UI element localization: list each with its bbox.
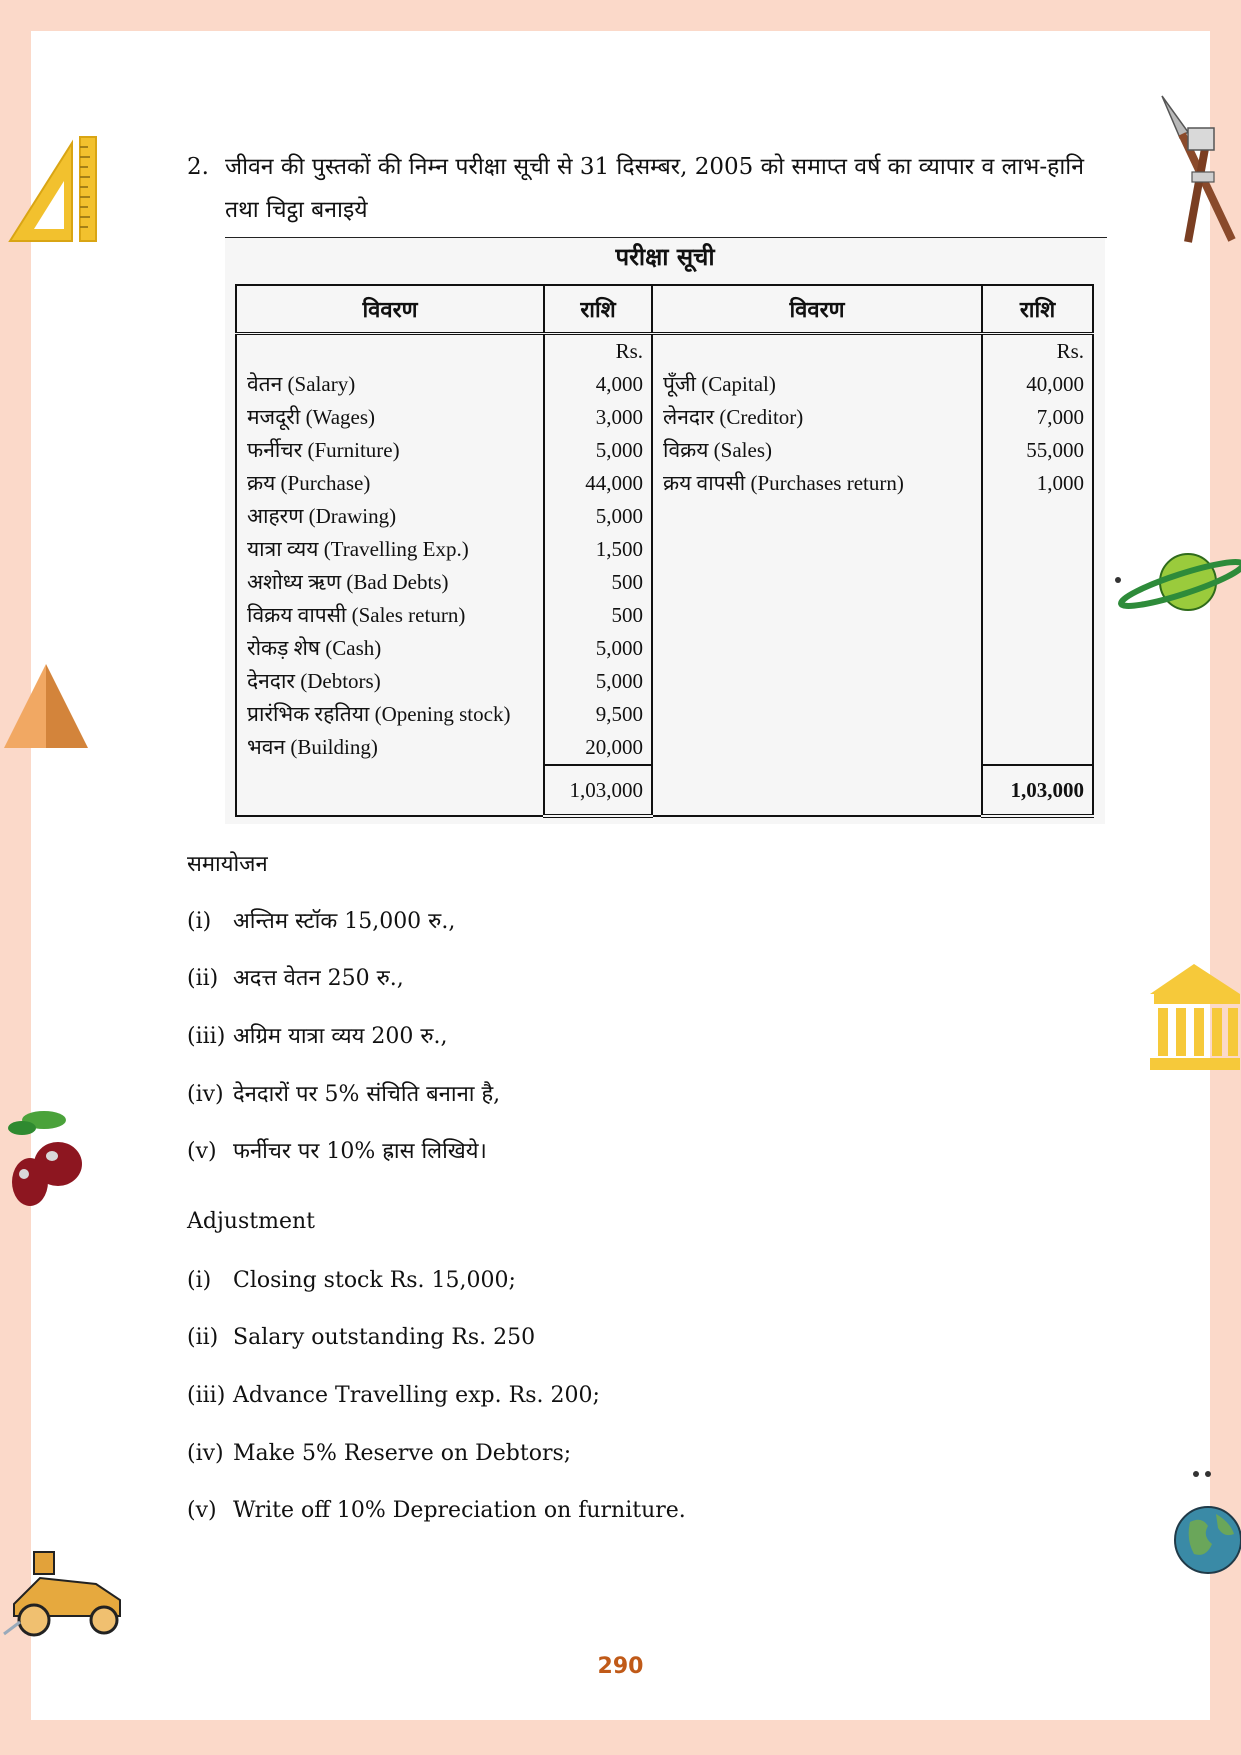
hindi-adjustment-item: (iv) देनदारों पर 5% संचिति बनाना है, bbox=[187, 1082, 501, 1107]
credit-particulars-column bbox=[652, 334, 982, 766]
debit-amount: 9,500 bbox=[595, 702, 643, 726]
temple-icon bbox=[1148, 960, 1241, 1072]
total-credit: 1,03,000 bbox=[982, 765, 1093, 816]
debit-item: क्रय (Purchase) bbox=[247, 471, 371, 495]
header-particulars-debit: विवरण bbox=[236, 285, 544, 334]
debit-item: वेतन (Salary) bbox=[247, 372, 356, 396]
debit-item: फर्नीचर (Furniture) bbox=[247, 438, 400, 462]
hindi-adjustment-item: (ii) अदत्त वेतन 250 रु., bbox=[187, 966, 404, 991]
debit-amount: 5,000 bbox=[595, 636, 643, 660]
credit-item: क्रय वापसी (Purchases return) bbox=[663, 471, 904, 495]
debit-amount: 44,000 bbox=[585, 471, 643, 495]
debit-particulars-column bbox=[236, 334, 544, 766]
cherries-icon bbox=[4, 1106, 88, 1210]
debit-amount: 1,500 bbox=[595, 537, 643, 561]
hindi-adjustment-item: (i) अन्तिम स्टॉक 15,000 रु., bbox=[187, 909, 456, 934]
debit-item: मजदूरी (Wages) bbox=[247, 405, 376, 429]
total-debit: 1,03,000 bbox=[544, 765, 652, 816]
credit-amount: 55,000 bbox=[1026, 438, 1084, 462]
debit-item: अशोध्य ऋण (Bad Debts) bbox=[247, 570, 449, 594]
english-adjustment-item: (iv) Make 5% Reserve on Debtors; bbox=[187, 1441, 572, 1466]
debit-amount: 3,000 bbox=[595, 405, 643, 429]
credit-amount: 1,000 bbox=[1036, 471, 1084, 495]
credit-amount-column bbox=[982, 334, 1093, 766]
debit-amount: 5,000 bbox=[595, 669, 643, 693]
question-number: 2. bbox=[187, 154, 209, 180]
trial-balance-table bbox=[235, 284, 1094, 818]
header-amount-credit: राशि bbox=[982, 285, 1093, 334]
credit-item: लेनदार (Creditor) bbox=[663, 405, 804, 429]
debit-item: भवन (Building) bbox=[247, 735, 378, 759]
credit-amount: 40,000 bbox=[1026, 372, 1084, 396]
debit-amount-column bbox=[544, 334, 652, 766]
debit-item: देनदार (Debtors) bbox=[247, 669, 381, 693]
credit-amount: 7,000 bbox=[1036, 405, 1084, 429]
english-adjustment-item: (i) Closing stock Rs. 15,000; bbox=[187, 1268, 516, 1293]
hindi-adjustment-item: (v) फर्नीचर पर 10% ह्रास लिखिये। bbox=[187, 1139, 487, 1164]
hindi-adjustments-heading: समायोजन bbox=[187, 852, 268, 877]
header-particulars-credit: विवरण bbox=[652, 285, 982, 334]
header-amount-debit: राशि bbox=[544, 285, 652, 334]
tools-icon bbox=[1158, 92, 1238, 244]
trial-balance-title: परीक्षा सूची bbox=[615, 242, 715, 271]
debit-item: विक्रय वापसी (Sales return) bbox=[247, 603, 466, 627]
pyramid-icon bbox=[2, 662, 90, 750]
unit-label: Rs. bbox=[615, 339, 643, 363]
debit-item: रोकड़ शेष (Cash) bbox=[247, 636, 382, 660]
debit-item: प्रारंभिक रहतिया (Opening stock) bbox=[247, 702, 511, 726]
vintage-car-icon bbox=[0, 1544, 130, 1644]
credit-item: पूँजी (Capital) bbox=[663, 372, 776, 396]
unit-label: Rs. bbox=[1056, 339, 1084, 363]
question-text: जीवन की पुस्तकों की निम्न परीक्षा सूची से 31 दिसम्बर, 2005 को समाप्त वर्ष का व्यापार व लाभ-हानि तथा चिट्ठा बनाइये bbox=[225, 154, 1085, 223]
debit-amount: 500 bbox=[611, 570, 643, 594]
globe-icon bbox=[1172, 1466, 1241, 1576]
debit-item: यात्रा व्यय (Travelling Exp.) bbox=[247, 537, 469, 561]
debit-amount: 20,000 bbox=[585, 735, 643, 759]
debit-item: आहरण (Drawing) bbox=[247, 504, 397, 528]
set-square-ruler-icon bbox=[6, 133, 102, 243]
planet-icon bbox=[1110, 548, 1241, 618]
english-adjustments-heading: Adjustment bbox=[187, 1209, 315, 1234]
debit-amount: 500 bbox=[611, 603, 643, 627]
credit-item: विक्रय (Sales) bbox=[663, 438, 772, 462]
english-adjustment-item: (v) Write off 10% Depreciation on furniture. bbox=[187, 1498, 686, 1523]
debit-amount: 5,000 bbox=[595, 438, 643, 462]
english-adjustment-item: (iii) Advance Travelling exp. Rs. 200; bbox=[187, 1383, 600, 1408]
english-adjustment-item: (ii) Salary outstanding Rs. 250 bbox=[187, 1325, 536, 1350]
page-number: 290 bbox=[597, 1654, 644, 1679]
debit-amount: 5,000 bbox=[595, 504, 643, 528]
debit-amount: 4,000 bbox=[595, 372, 643, 396]
hindi-adjustment-item: (iii) अग्रिम यात्रा व्यय 200 रु., bbox=[187, 1024, 448, 1049]
question-block bbox=[187, 146, 1107, 232]
